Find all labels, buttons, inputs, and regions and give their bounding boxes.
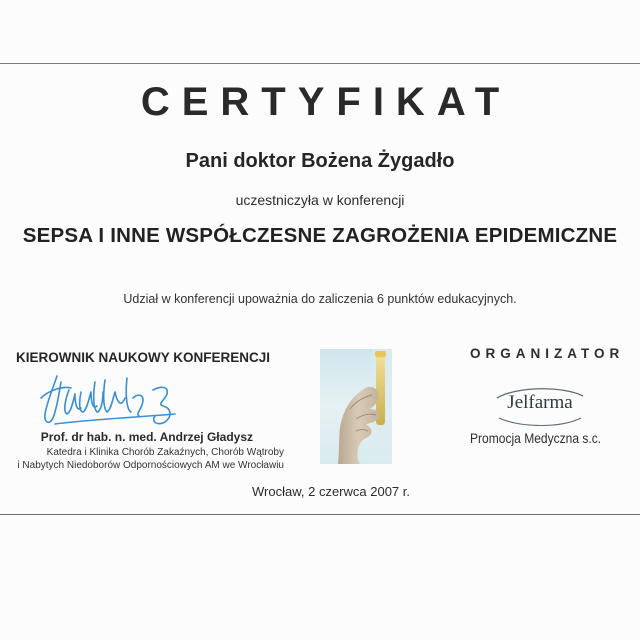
recipient-name: Pani doktor Bożena Żygadło xyxy=(185,150,455,172)
place-and-date: Wrocław, 2 czerwca 2007 r. xyxy=(252,484,410,499)
organizer-company: Promocja Medyczna s.c. xyxy=(470,430,602,446)
conference-title: SEPSA I INNE WSPÓŁCZESNE ZAGROŻENIA EPIDEMICZNE xyxy=(22,224,618,247)
participation-text: uczestniczyła w konferencji xyxy=(235,192,405,208)
jelfarma-logo-text: Jelfarma xyxy=(507,392,573,413)
gloved-hand-vial-image xyxy=(320,349,392,464)
bottom-divider xyxy=(0,514,640,515)
director-signature xyxy=(35,368,205,438)
certificate-title: CERTYFIKAT xyxy=(140,80,512,124)
director-department-line-1: Katedra i Klinika Chorób Zakaźnych, Chorób Wątroby xyxy=(46,447,284,458)
director-label: KIEROWNIK NAUKOWY KONFERENCJI xyxy=(15,350,270,365)
top-divider xyxy=(0,63,640,64)
organizer-label: ORGANIZATOR xyxy=(470,346,625,361)
director-department-line-2: i Nabytych Niedoborów Odpornościowych AM we Wrocławiu xyxy=(17,460,284,471)
points-note: Udział w konferencji upoważnia do zaliczenia 6 punktów edukacyjnych. xyxy=(123,292,517,306)
jelfarma-logo xyxy=(491,386,589,426)
director-name: Prof. dr hab. n. med. Andrzej Gładysz xyxy=(40,430,253,444)
